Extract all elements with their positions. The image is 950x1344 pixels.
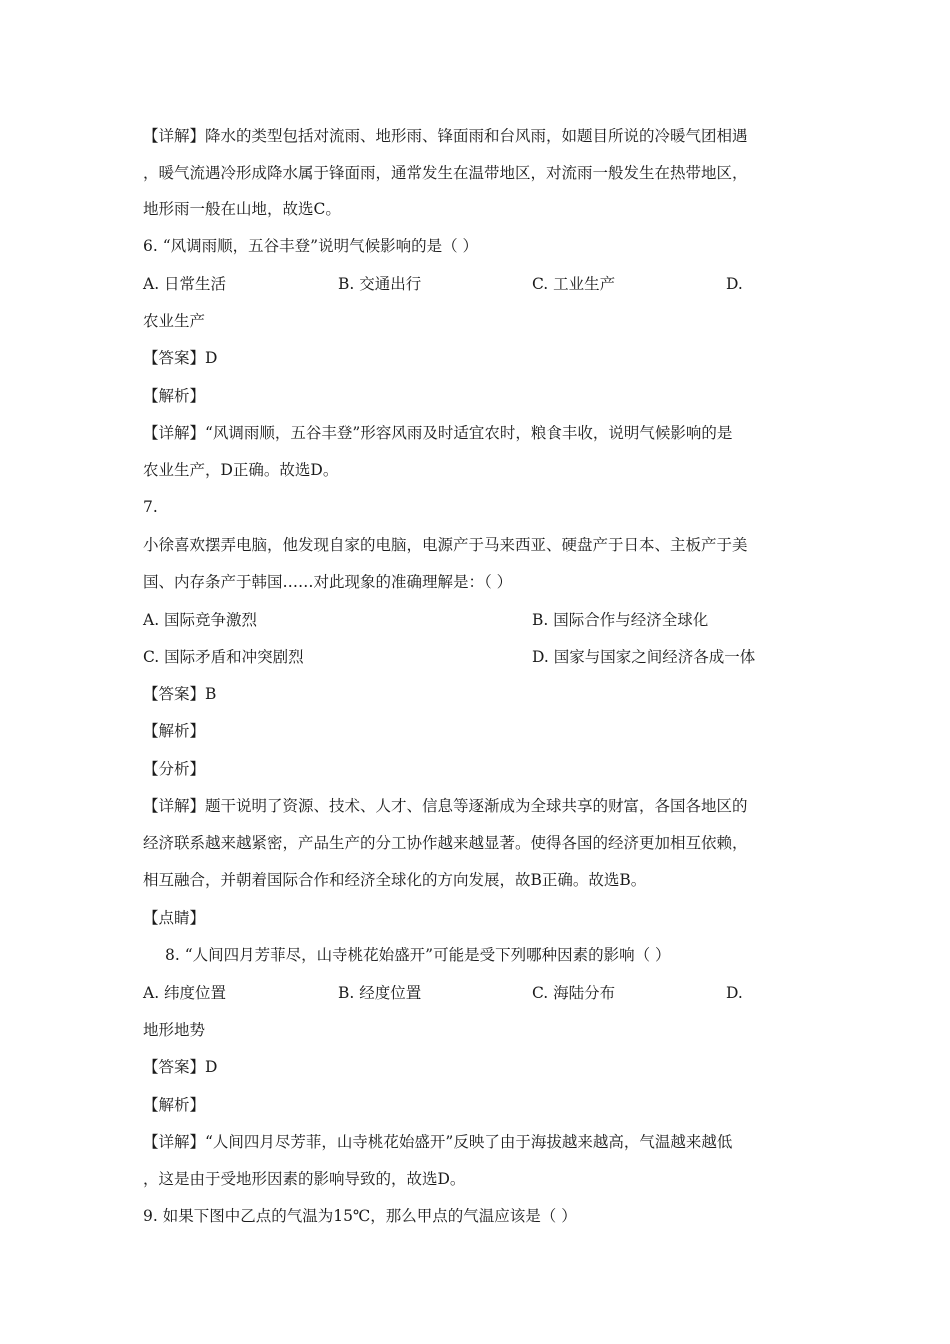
q6-option-d: D.	[726, 275, 743, 293]
q7-dianjing-label: 【点睛】	[143, 909, 206, 927]
q7-analysis-label: 【解析】	[143, 722, 206, 740]
q6-option-c: C. 工业生产	[532, 275, 616, 293]
q9-stem: 9. 如果下图中乙点的气温为15℃，那么甲点的气温应该是（ ）	[143, 1207, 577, 1225]
q8-option-d: D.	[726, 984, 743, 1002]
q7-detail-line-3: 相互融合，并朝着国际合作和经济全球化的方向发展，故B正确。故选B。	[143, 871, 647, 889]
q7-detail-line-1: 【详解】题干说明了资源、技术、人才、信息等逐渐成为全球共享的财富，各国各地区的	[143, 797, 748, 815]
q7-stem-line-1: 小徐喜欢摆弄电脑，他发现自家的电脑，电源产于马来西亚、硬盘产于日本、主板产于美	[143, 536, 748, 554]
q6-detail-line-2: 农业生产，D正确。故选D。	[143, 461, 339, 479]
q8-analysis-label: 【解析】	[143, 1096, 206, 1114]
q8-option-d-text: 地形地势	[143, 1021, 206, 1039]
q8-option-c: C. 海陆分布	[532, 984, 616, 1002]
q6-analysis-label: 【解析】	[143, 387, 206, 405]
q7-option-a: A. 国际竞争激烈	[143, 611, 258, 629]
q6-option-d-text: 农业生产	[143, 312, 206, 330]
q5-detail-line-2: ，暖气流遇冷形成降水属于锋面雨，通常发生在温带地区，对流雨一般发生在热带地区，	[143, 164, 748, 182]
q8-stem: 8. “人间四月芳菲尽，山寺桃花始盛开”可能是受下列哪种因素的影响（ ）	[165, 946, 671, 964]
q6-stem: 6. “风调雨顺，五谷丰登”说明气候影响的是（ ）	[143, 237, 478, 255]
q7-detail-line-2: 经济联系越来越紧密，产品生产的分工协作越来越显著。使得各国的经济更加相互依赖，	[143, 834, 748, 852]
q7-fenxi-label: 【分析】	[143, 760, 206, 778]
q6-detail-line-1: 【详解】“风调雨顺，五谷丰登”形容风雨及时适宜农时，粮食丰收，说明气候影响的是	[143, 424, 733, 442]
q7-number: 7.	[143, 498, 158, 516]
q8-answer: 【答案】D	[143, 1058, 218, 1076]
q7-stem-line-2: 国、内存条产于韩国……对此现象的准确理解是：（ ）	[143, 573, 513, 591]
q6-option-a: A. 日常生活	[143, 275, 227, 293]
q8-detail-line-2: ，这是由于受地形因素的影响导致的，故选D。	[143, 1170, 466, 1188]
q7-answer: 【答案】B	[143, 685, 217, 703]
q7-option-d: D. 国家与国家之间经济各成一体	[532, 648, 756, 666]
q6-answer: 【答案】D	[143, 349, 218, 367]
q8-option-a: A. 纬度位置	[143, 984, 227, 1002]
q5-detail-line-3: 地形雨一般在山地，故选C。	[143, 200, 341, 218]
q6-option-b: B. 交通出行	[338, 275, 422, 293]
q8-detail-line-1: 【详解】“人间四月尽芳菲，山寺桃花始盛开”反映了由于海拔越来越高，气温越来越低	[143, 1133, 733, 1151]
q7-option-c: C. 国际矛盾和冲突剧烈	[143, 648, 304, 666]
q5-detail-line-1: 【详解】降水的类型包括对流雨、地形雨、锋面雨和台风雨，如题目所说的冷暖气团相遇	[143, 127, 748, 145]
q7-option-b: B. 国际合作与经济全球化	[532, 611, 709, 629]
q8-option-b: B. 经度位置	[338, 984, 422, 1002]
